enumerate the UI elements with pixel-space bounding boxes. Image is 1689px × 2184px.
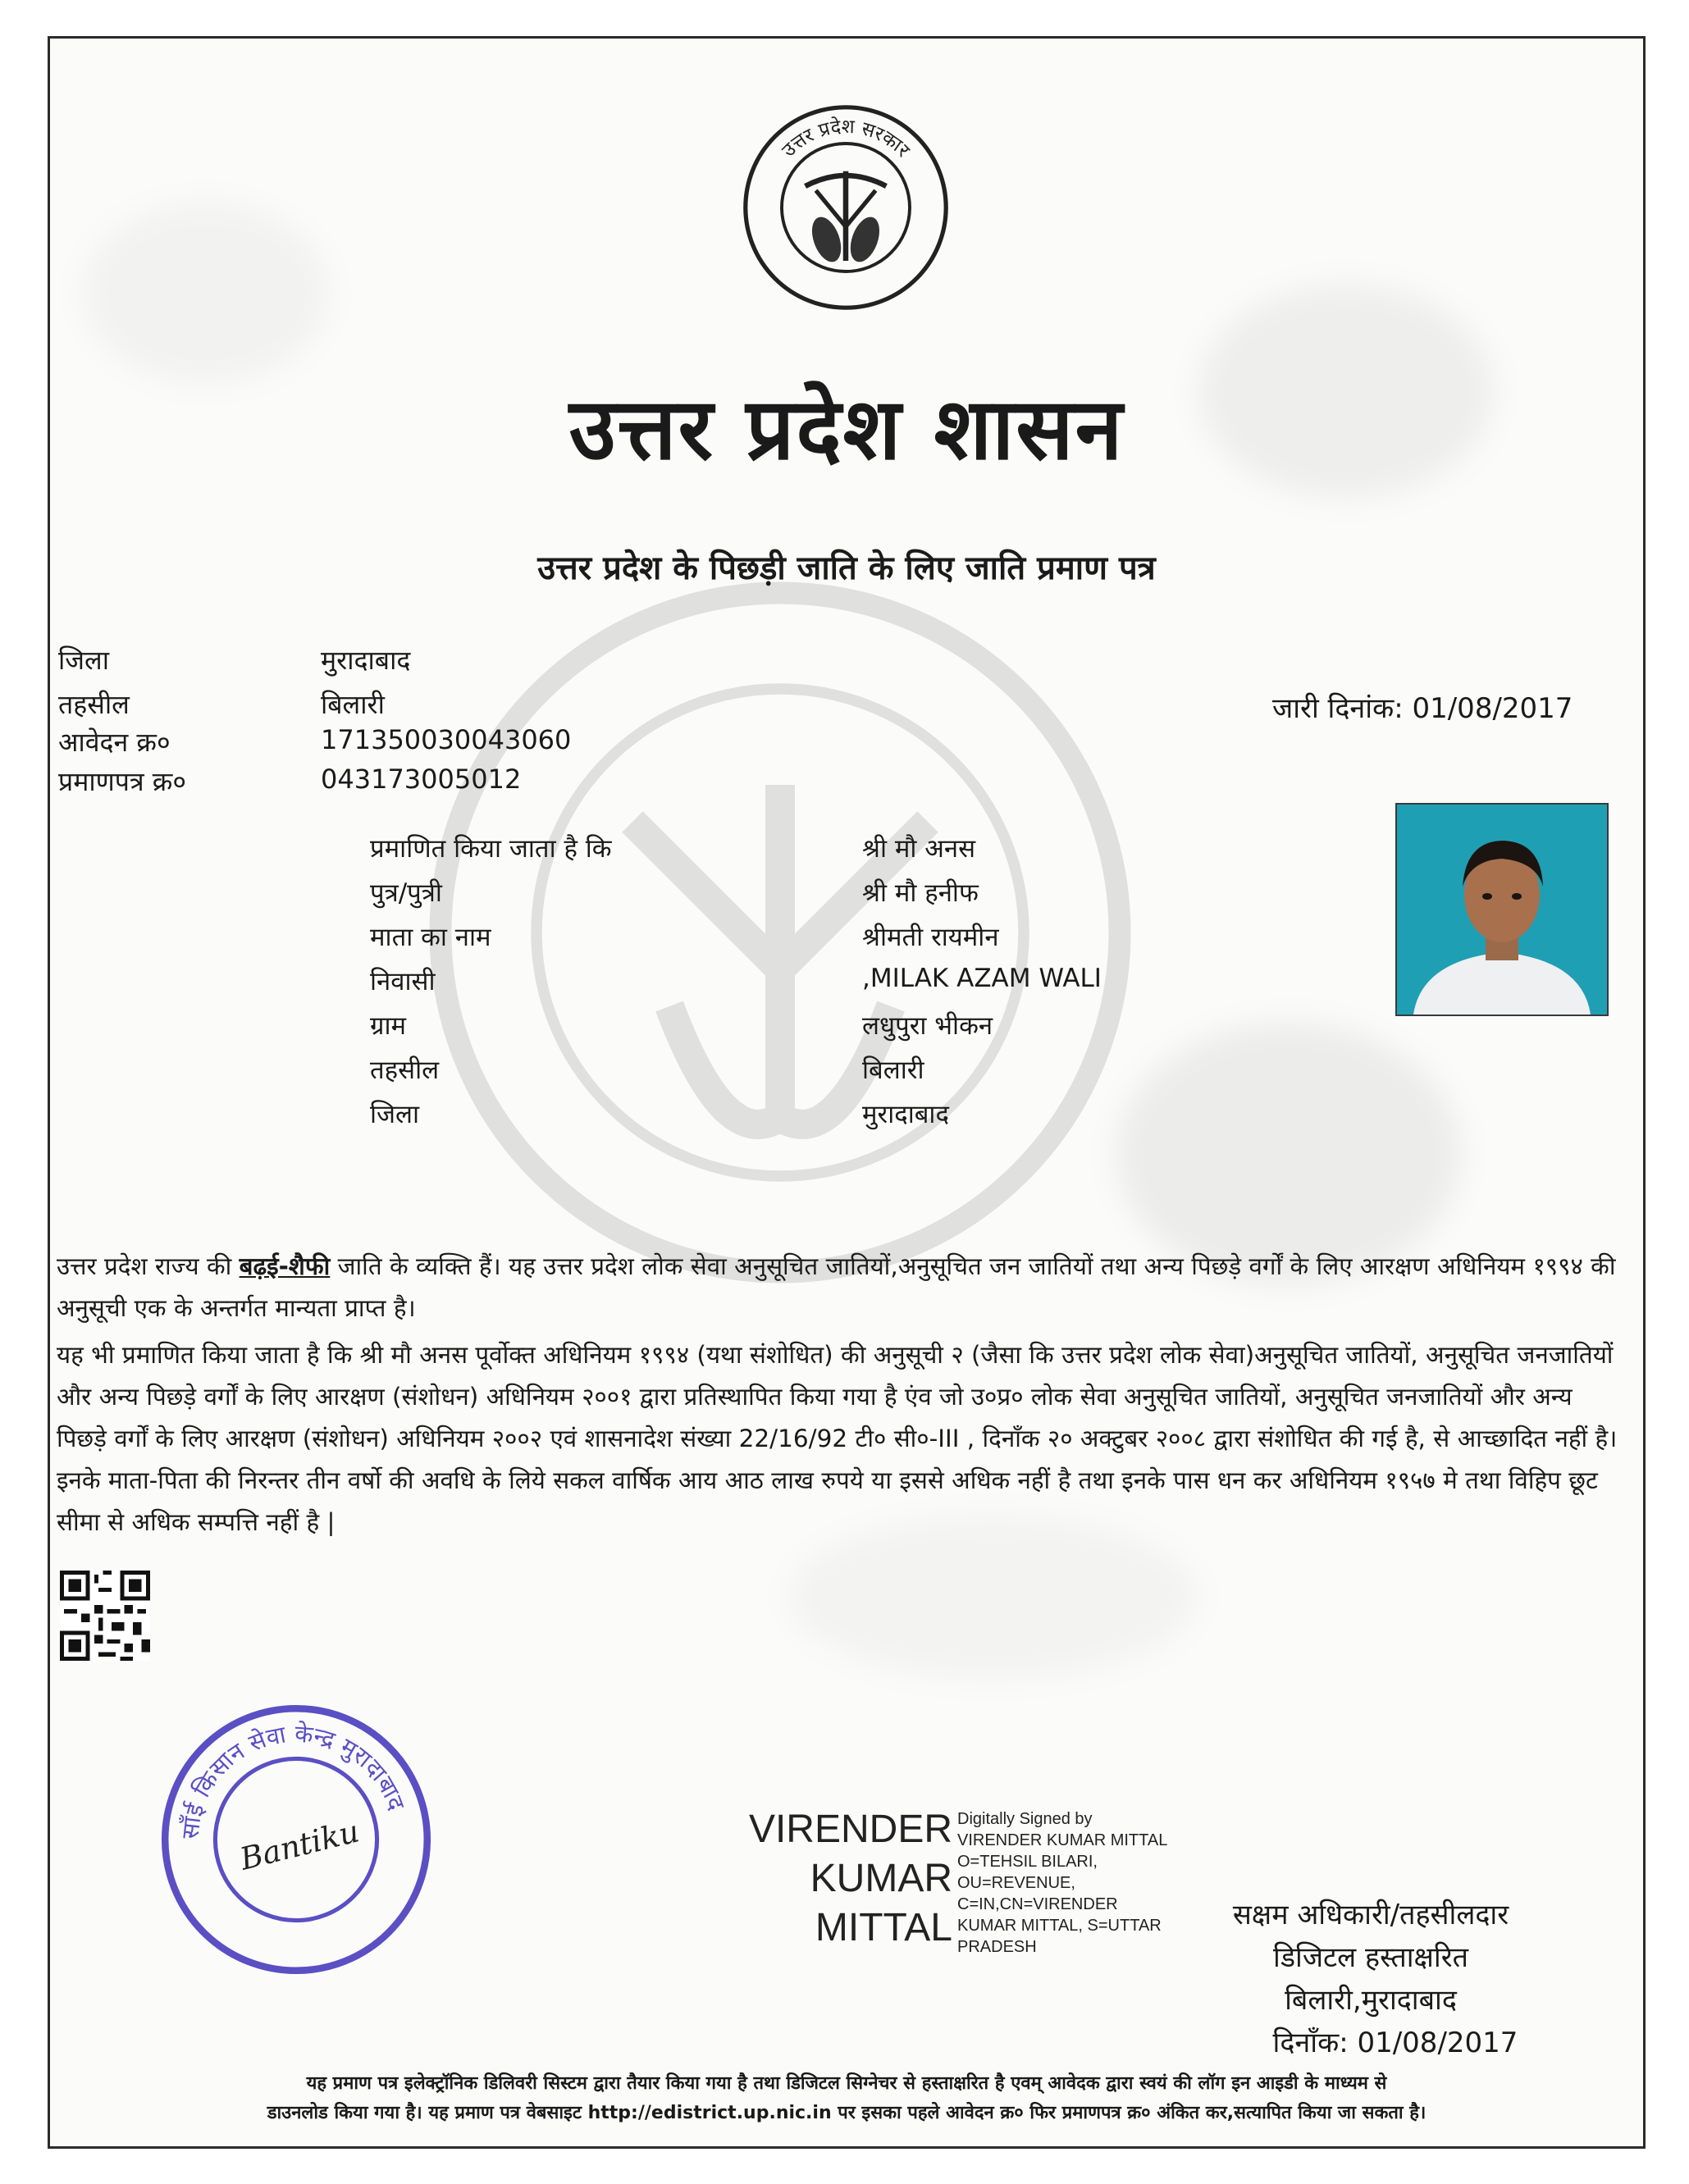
- meta-value: 043173005012: [321, 764, 522, 795]
- officer-line: बिलारी,मुरादाबाद: [1285, 1984, 1457, 2017]
- certify-label: माता का नाम: [370, 923, 491, 952]
- certify-value: लधुपुरा भीकन: [862, 1011, 993, 1041]
- certificate-page: [48, 36, 1646, 2149]
- officer-line: सक्षम अधिकारी/तहसीलदार: [1232, 1899, 1509, 1931]
- signature-meta-line: PRADESH: [957, 1938, 1037, 1956]
- meta-label: आवेदन क्र०: [58, 727, 171, 758]
- issue-date: जारी दिनांक: 01/08/2017: [1272, 692, 1573, 725]
- caste-paragraph: [57, 1246, 1627, 1329]
- person-photo-icon: [1397, 805, 1607, 1014]
- meta-label: प्रमाणपत्र क्र०: [58, 766, 186, 797]
- meta-value: 171350030043060: [321, 724, 572, 755]
- stamp-seal-icon: [157, 1700, 436, 1979]
- meta-label: तहसील: [58, 689, 130, 720]
- signer-name-line: MITTAL: [815, 1906, 952, 1949]
- page-title: उत्तर प्रदेश शासन: [568, 379, 1125, 479]
- certify-value: ,MILAK AZAM WALI: [862, 964, 1102, 993]
- signer-name-line: VIRENDER: [748, 1808, 952, 1851]
- footer-line: डाउनलोड किया गया है। यह प्रमाण पत्र वेबसाइट http://edistrict.up.nic.in पर इसका पहले आवेदन क्र० फिर प्रमाणपत्र क्र० अंकित कर,सत्यापित किया जा सकता है।: [267, 2103, 1427, 2123]
- up-government-emblem-icon: [739, 101, 952, 314]
- certify-value: श्री मौ हनीफ: [862, 878, 979, 908]
- signature-meta-line: KUMAR MITTAL, S=UTTAR: [957, 1917, 1162, 1935]
- caste-paragraph-pre: उत्तर प्रदेश राज्य की: [57, 1252, 240, 1280]
- signer-name-line: KUMAR: [810, 1857, 952, 1900]
- stamp-text: साँई किसान सेवा केन्द्र मुरादाबाद: [176, 1719, 411, 1840]
- certify-value: बिलारी: [862, 1056, 924, 1085]
- certificate-subtitle: उत्तर प्रदेश के पिछड़ी जाति के लिए जाति प्रमाण पत्र: [537, 549, 1156, 587]
- signer-name: [690, 1805, 952, 1953]
- certify-label: प्रमाणित किया जाता है कि: [370, 834, 612, 864]
- signature-meta-line: Digitally Signed by: [957, 1810, 1093, 1828]
- meta-value: बिलारी: [321, 689, 385, 720]
- meta-label: जिला: [58, 645, 110, 676]
- certification-paragraph: यह भी प्रमाणित किया जाता है कि श्री मौ अनस पूर्वोक्त अधिनियम १९९४ (यथा संशोधित) की अनुसूची २ (जैसा कि उत्तर प्रदेश लोक सेवा)अनुसूचित जातियों, अनुसूचित जनजातियों और अन्य पिछड़े वर्गों के लिए आरक्षण (संशोधन) अधिनियम २००१ द्वारा प्रतिस्थापित किया गया है एंव जो उ०प्र० लोक सेवा अनुसूचित जातियों, अनुसूचित जनजातियों और अन्य पिछड़े वर्गों के लिए आरक्षण (संशोधन) अधिनियम २००२ एवं शासनादेश संख्या 22/16/92 टी० सी०-III , दिनाँक २० अक्टुबर २००८ द्वारा संशोधित की गई है, से आच्छादित नहीं है।इनके माता-पिता की निरन्तर तीन वर्षो की अवधि के लिये सकल वार्षिक आय आठ लाख रुपये या इससे अधिक नहीं है तथा इनके पास धन कर अधिनियम १९५७ मे तथा विहिप छूट सीमा से अधिक सम्पत्ति नहीं है |: [57, 1341, 1618, 1536]
- certify-label: तहसील: [370, 1056, 440, 1085]
- footer-line: यह प्रमाण पत्र इलेक्ट्रॉनिक डिलिवरी सिस्टम द्वारा तैयार किया गया है तथा डिजिटल सिग्नेचर से हस्ताक्षरित है एवम् आवेदक द्वारा स्वयं की लॉग इन आइडी के माध्यम से: [306, 2073, 1387, 2094]
- emblem-text: उत्तर प्रदेश सरकार: [777, 114, 915, 162]
- footer-note: [50, 2069, 1643, 2128]
- digital-signature-details: [957, 1808, 1203, 1958]
- applicant-photo: [1395, 803, 1609, 1016]
- certify-label: निवासी: [370, 967, 436, 996]
- officer-line: डिजिटल हस्ताक्षरित: [1273, 1941, 1468, 1974]
- officer-block: [1198, 1894, 1543, 2064]
- certify-value: श्री मौ अनस: [862, 834, 976, 864]
- meta-value: मुरादाबाद: [321, 645, 411, 676]
- certify-label: पुत्र/पुत्री: [370, 878, 442, 908]
- certify-value: श्रीमती रायमीन: [862, 923, 999, 952]
- watermark-seal-icon: [411, 563, 1149, 1302]
- signature-meta-line: O=TEHSIL BILARI,: [957, 1853, 1098, 1871]
- certify-label: ग्राम: [370, 1011, 407, 1041]
- officer-line: दिनाँक: 01/08/2017: [1272, 2027, 1518, 2059]
- certify-value: मुरादाबाद: [862, 1100, 949, 1129]
- signature-meta-line: VIRENDER KUMAR MITTAL: [957, 1831, 1168, 1849]
- certify-label: जिला: [370, 1100, 420, 1129]
- caste-name: बढ़ई-शैफी: [239, 1252, 331, 1280]
- signature-scribble: Bantiku: [236, 1812, 363, 1877]
- signature-meta-line: C=IN,CN=VIRENDER: [957, 1895, 1118, 1913]
- signature-meta-line: OU=REVENUE,: [957, 1874, 1075, 1892]
- qr-code-icon: [60, 1571, 150, 1661]
- caste-paragraph-post: जाति के व्यक्ति हैं। यह उत्तर प्रदेश लोक सेवा अनुसूचित जातियों,अनुसूचित जन जातियों तथा अन्य पिछड़े वर्गों के लिए आरक्षण अधिनियम १९९४ की अनुसूची एक के अन्तर्गत मान्यता प्राप्त है।: [57, 1252, 1616, 1322]
